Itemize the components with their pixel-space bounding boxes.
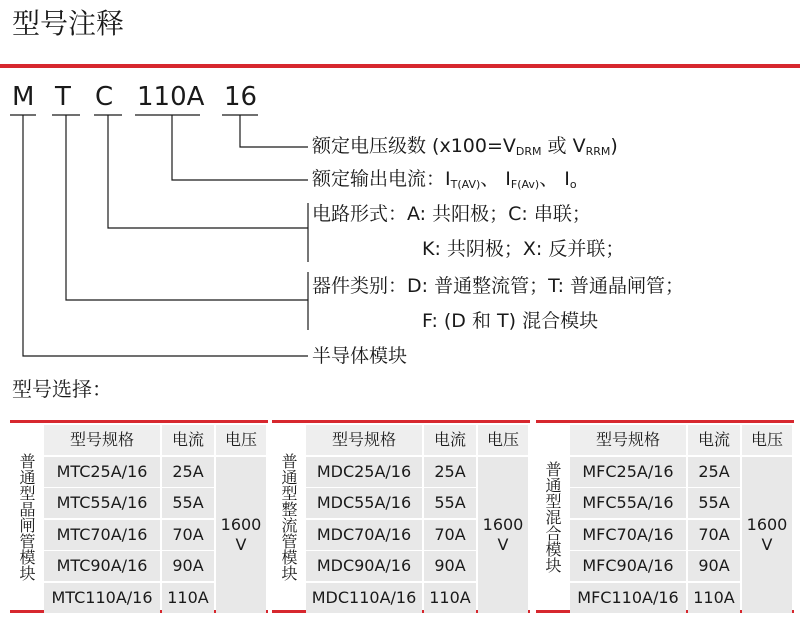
device-type-line2: F: (D 和 T) 混合模块 (422, 310, 599, 332)
table-header-cell: 电压 (478, 425, 528, 455)
table-category (272, 423, 304, 610)
voltage-value: 1600 (746, 514, 788, 534)
voltage-unit: V (235, 534, 247, 554)
current-cell: 70A (424, 520, 476, 550)
model-table-1 (10, 420, 268, 613)
table-top-rule (536, 420, 794, 423)
table-category (536, 423, 568, 610)
table-top-rule (272, 420, 530, 423)
model-cell: MDC25A/16 (306, 457, 422, 487)
current-cell: 70A (688, 520, 740, 550)
voltage-unit: V (761, 534, 773, 554)
model-cell: MTC90A/16 (44, 551, 160, 581)
model-table-3 (536, 420, 794, 613)
model-cell: MTC25A/16 (44, 457, 160, 487)
code-letter-t: T (55, 82, 71, 112)
model-cell: MTC70A/16 (44, 520, 160, 550)
circuit-form-line2: K: 共阴极；X: 反并联； (422, 238, 625, 260)
model-cell: MFC55A/16 (570, 488, 686, 518)
model-cell: MFC70A/16 (570, 520, 686, 550)
table-header-cell: 型号规格 (306, 425, 422, 455)
table-header-cell: 电压 (216, 425, 266, 455)
current-cell: 70A (162, 520, 214, 550)
current-cell: 110A (424, 583, 476, 613)
model-cell: MDC55A/16 (306, 488, 422, 518)
voltage-cell (478, 457, 528, 613)
model-cell: MTC55A/16 (44, 488, 160, 518)
voltage-cell (216, 457, 266, 613)
current-cell: 110A (162, 583, 214, 613)
current-cell: 55A (424, 488, 476, 518)
table-header-cell: 型号规格 (570, 425, 686, 455)
voltage-cell (742, 457, 792, 613)
current-cell: 25A (162, 457, 214, 487)
model-cell: MFC90A/16 (570, 551, 686, 581)
model-cell: MFC110A/16 (570, 583, 686, 613)
voltage-rating-annotation: 额定电压级数 ($x100=V_{DRM}$ 或 $V_{RRM}$) (312, 135, 618, 158)
table-category-label: 普通型整流管模块 (279, 452, 298, 581)
model-table-2 (272, 420, 530, 613)
model-cell: MFC25A/16 (570, 457, 686, 487)
model-cell: MTC110A/16 (44, 583, 160, 613)
table-category (10, 423, 42, 610)
table-header-cell: 型号规格 (44, 425, 160, 455)
current-cell: 25A (424, 457, 476, 487)
code-letter-m: M (12, 82, 35, 112)
model-cell: MDC90A/16 (306, 551, 422, 581)
voltage-value: 1600 (220, 514, 262, 534)
table-category-label: 普通型晶闸管模块 (17, 452, 36, 581)
selection-label: 型号选择： (12, 377, 112, 401)
current-cell: 90A (424, 551, 476, 581)
table-header-cell: 电压 (742, 425, 792, 455)
current-cell: 25A (688, 457, 740, 487)
semiconductor-annotation: 半导体模块 (312, 345, 408, 367)
current-rating-annotation: 额定输出电流：$I_{T(AV)}$、 $I_{F(Av)}$、 $I_o$ (312, 168, 577, 191)
table-header-cell: 电流 (688, 425, 740, 455)
table-header-cell: 电流 (162, 425, 214, 455)
circuit-form-line1: 电路形式：A: 共阳极；C: 串联； (312, 203, 591, 225)
table-top-rule (10, 420, 268, 423)
code-voltage: 16 (224, 82, 258, 112)
model-cell: MDC110A/16 (306, 583, 422, 613)
table-category-label: 普通型混合模块 (543, 460, 562, 573)
voltage-value: 1600 (482, 514, 524, 534)
current-cell: 55A (688, 488, 740, 518)
table-header-cell: 电流 (424, 425, 476, 455)
current-cell: 110A (688, 583, 740, 613)
device-type-line1: 器件类别：D: 普通整流管；T: 普通晶闸管； (312, 275, 685, 297)
current-cell: 90A (162, 551, 214, 581)
code-letter-c: C (95, 82, 114, 112)
current-cell: 55A (162, 488, 214, 518)
code-current: 110A (137, 82, 205, 112)
voltage-unit: V (497, 534, 509, 554)
model-cell: MDC70A/16 (306, 520, 422, 550)
current-cell: 90A (688, 551, 740, 581)
page-title: 型号注释 (12, 7, 125, 40)
